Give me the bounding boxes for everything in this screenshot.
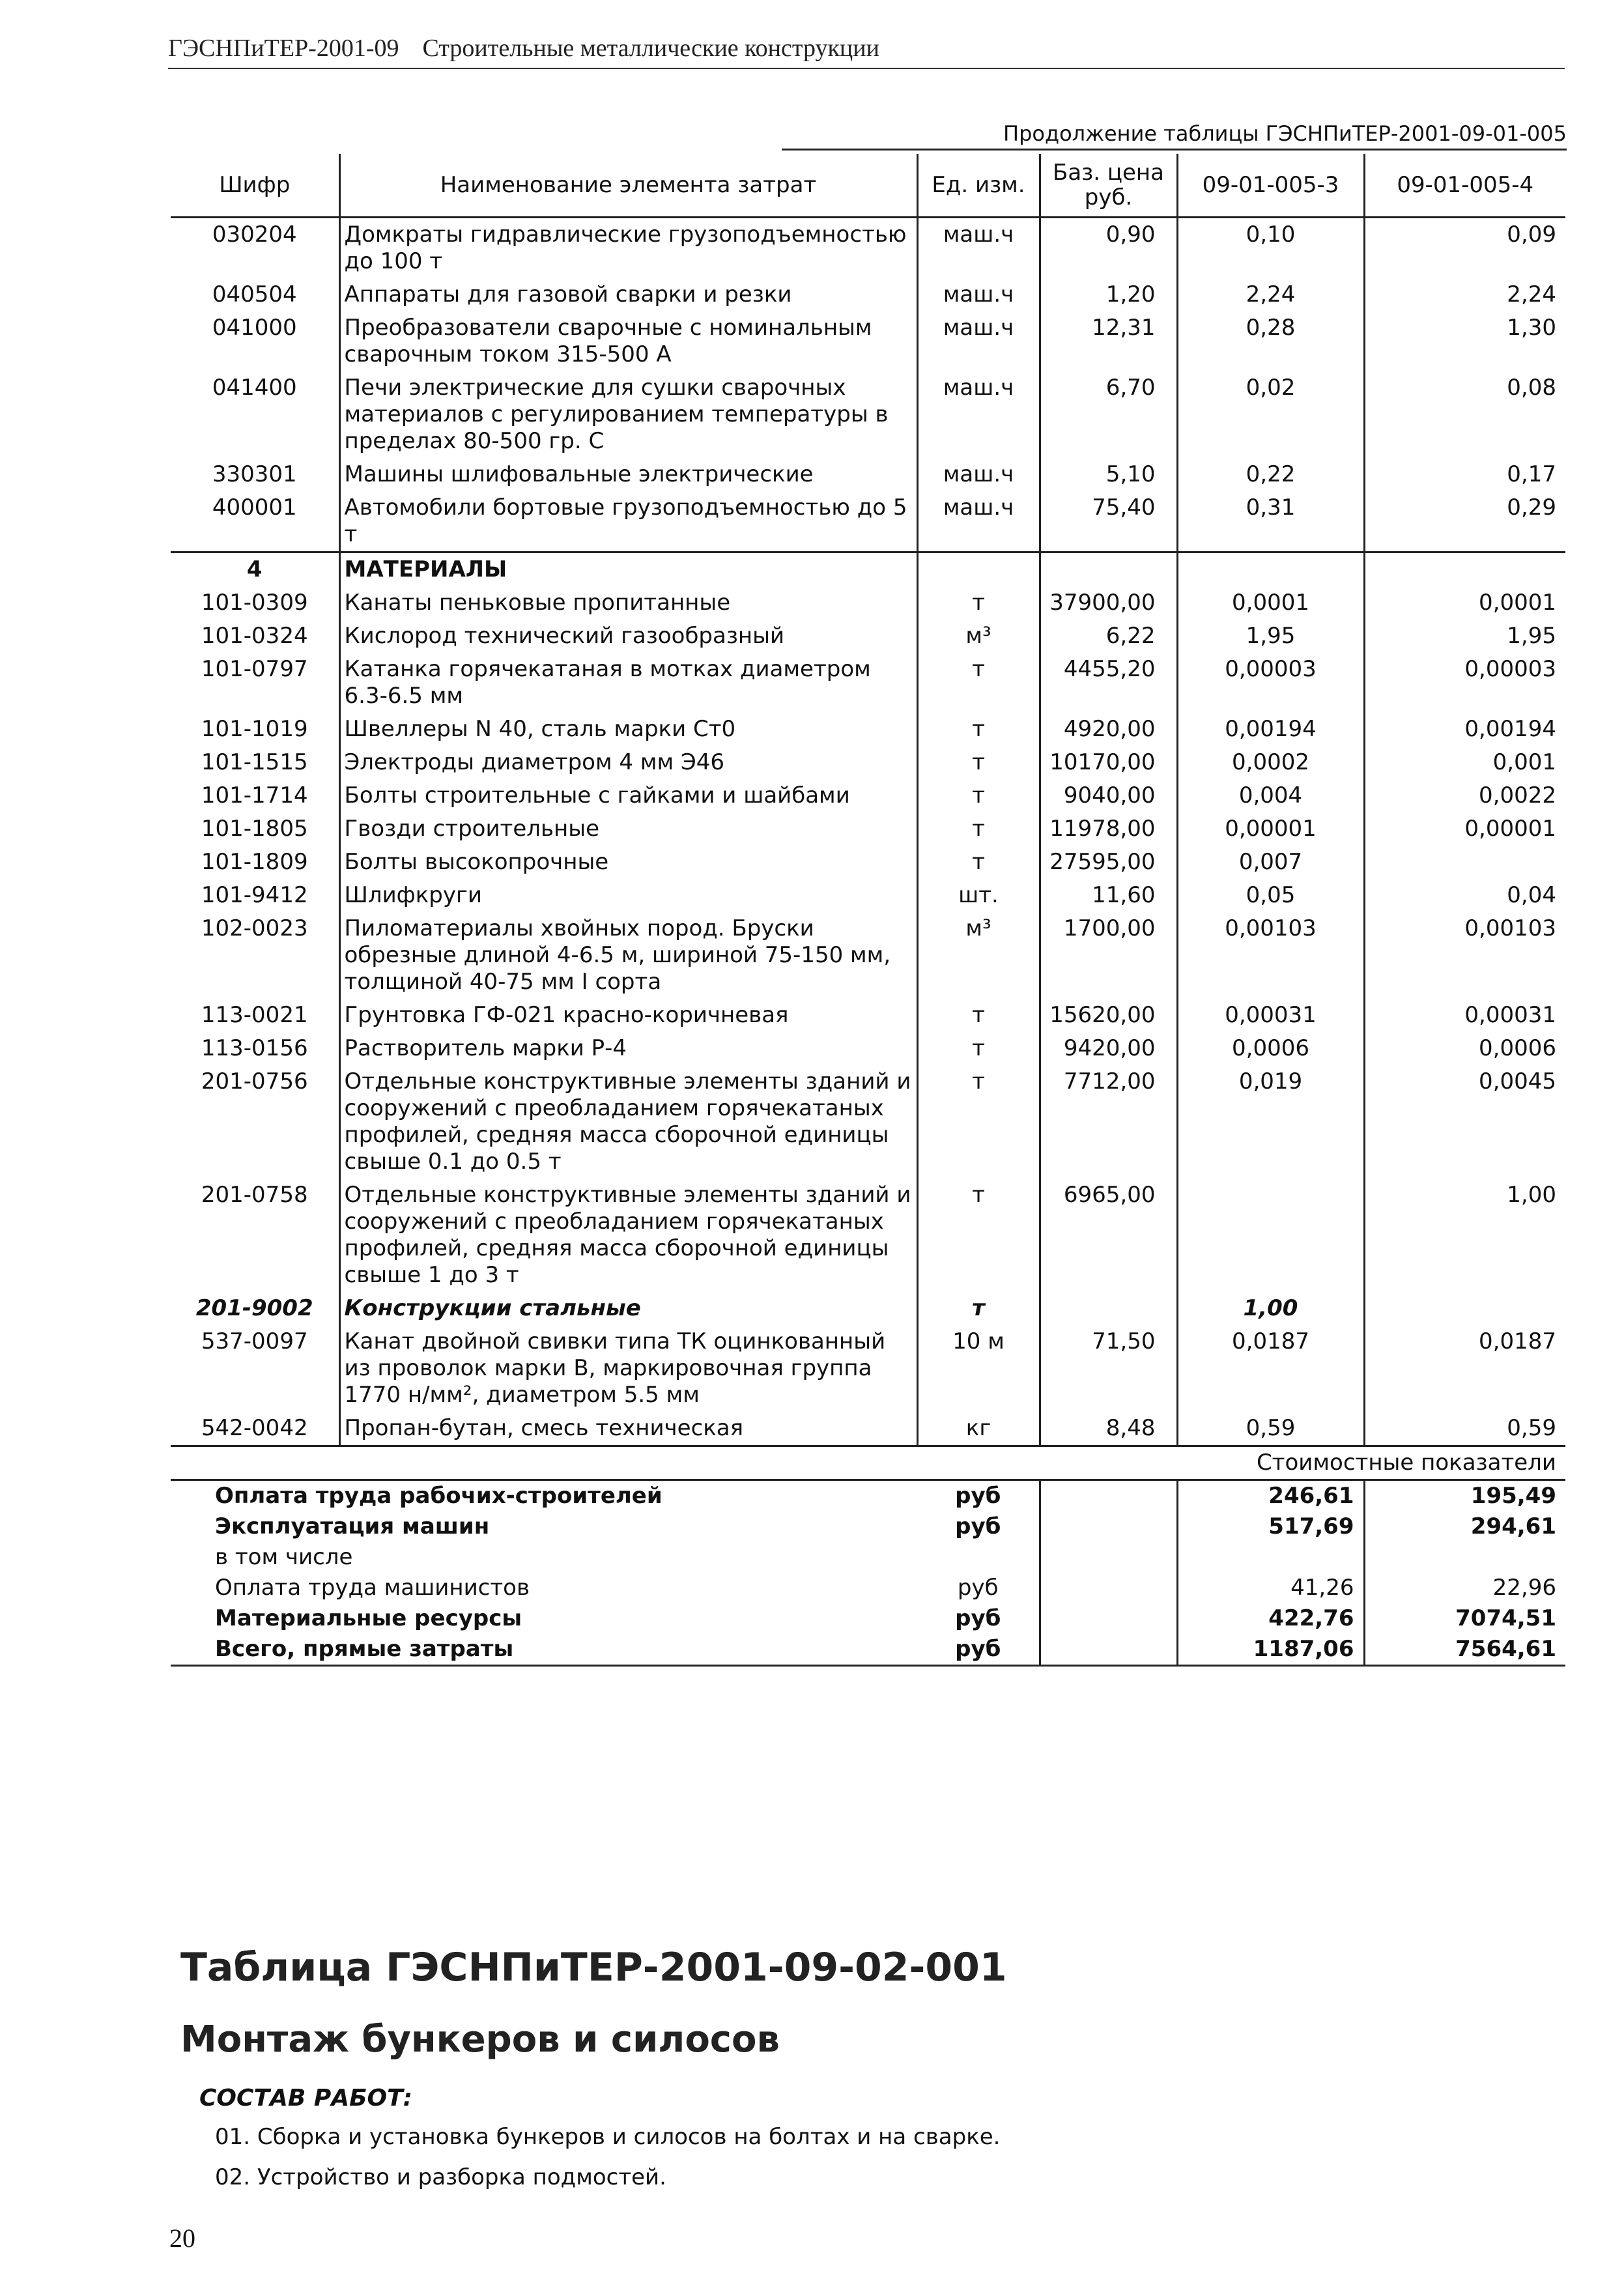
- section-code: 4: [171, 552, 339, 587]
- cell-price: 9420,00: [1040, 1032, 1177, 1065]
- cell-v2: 0,0045: [1479, 1068, 1556, 1095]
- section-title: МАТЕРИАЛЫ: [339, 552, 917, 587]
- cost-v1: 1187,06: [1177, 1634, 1364, 1666]
- cell-unit: т: [917, 812, 1040, 846]
- table-row: [171, 1032, 1565, 1065]
- cost-v2: 294,61: [1470, 1513, 1556, 1539]
- cell-v2: 0,00001: [1464, 816, 1556, 842]
- cell-unit: т: [917, 713, 1040, 746]
- cell-v1: 0,31: [1177, 491, 1364, 552]
- table-row: [171, 713, 1565, 746]
- cell-v2: 0,08: [1507, 375, 1556, 401]
- cell-code: 030204: [171, 218, 339, 279]
- cost-row: [171, 1573, 1565, 1603]
- cell-name: Отдельные конструктивные элементы зданий и сооружений с преобладанием горячекатаных профилей, средняя масса сборочной единицы свыше 1 до 3 т: [339, 1179, 917, 1292]
- running-head: [168, 34, 1565, 69]
- cell-price: 1700,00: [1040, 912, 1177, 999]
- cell-code: 101-0324: [171, 620, 339, 653]
- cell-unit: т: [917, 746, 1040, 779]
- cell-v1: 0,10: [1177, 218, 1364, 279]
- cell-v1: 1,00: [1177, 1292, 1364, 1325]
- table-continuation-caption: Продолжение таблицы ГЭСНПиТЕР-2001-09-01-005: [782, 121, 1567, 150]
- cell-code: 330301: [171, 458, 339, 491]
- cell-v2: 1,95: [1507, 623, 1556, 649]
- cell-v1: 0,00103: [1177, 912, 1364, 999]
- cost-row: [171, 1480, 1565, 1512]
- cell-v1: 0,00194: [1177, 713, 1364, 746]
- cell-unit: маш.ч: [917, 218, 1040, 279]
- cell-price: 11978,00: [1040, 812, 1177, 846]
- cell-v1: [1177, 1179, 1364, 1292]
- table-row: [171, 1412, 1565, 1446]
- cell-code: 542-0042: [171, 1412, 339, 1446]
- cell-code: 201-0756: [171, 1065, 339, 1179]
- table-row: [171, 458, 1565, 491]
- cell-unit: т: [917, 1292, 1040, 1325]
- cell-v2: 1,00: [1507, 1182, 1556, 1208]
- cell-v1: 0,019: [1177, 1065, 1364, 1179]
- cell-v2: 0,00103: [1464, 915, 1556, 941]
- cell-v1: 0,05: [1177, 879, 1364, 912]
- cell-v2: 0,00031: [1464, 1002, 1556, 1028]
- cell-name: Машины шлифовальные электрические: [339, 458, 917, 491]
- cell-code: 040504: [171, 278, 339, 311]
- cell-name: Грунтовка ГФ-021 красно-коричневая: [339, 999, 917, 1032]
- cell-unit: м³: [917, 620, 1040, 653]
- table-header-row: [171, 154, 1565, 218]
- cost-indicators-header: [171, 1446, 1565, 1480]
- table-row: [171, 1179, 1565, 1292]
- cell-unit: т: [917, 779, 1040, 812]
- cost-label: Оплата труда рабочих-строителей: [215, 1483, 662, 1509]
- table-row: [171, 620, 1565, 653]
- cell-code: 101-1019: [171, 713, 339, 746]
- cell-v2: [1364, 1292, 1565, 1325]
- cell-unit: 10 м: [917, 1325, 1040, 1412]
- work-item: 02. Устройство и разборка подмостей.: [215, 2164, 666, 2190]
- section-row-materials: [171, 552, 1565, 587]
- cost-label: Всего, прямые затраты: [171, 1634, 917, 1666]
- cell-unit: маш.ч: [917, 278, 1040, 311]
- cost-row: [171, 1542, 1565, 1573]
- cell-v2: [1364, 846, 1565, 879]
- table-row: [171, 1292, 1565, 1325]
- cost-v1: 422,76: [1177, 1603, 1364, 1634]
- cell-code: 101-1515: [171, 746, 339, 779]
- header-name: Наименование элемента затрат: [339, 154, 917, 218]
- cell-name: Болты высокопрочные: [339, 846, 917, 879]
- cell-name: Аппараты для газовой сварки и резки: [339, 278, 917, 311]
- cell-v1: 0,004: [1177, 779, 1364, 812]
- cell-v2: 0,0022: [1479, 782, 1556, 809]
- cell-price: 9040,00: [1040, 779, 1177, 812]
- cell-v1: 0,00031: [1177, 999, 1364, 1032]
- table-row: [171, 586, 1565, 620]
- cell-name: Пиломатериалы хвойных пород. Бруски обрезные длиной 4-6.5 м, шириной 75-150 мм, толщиной 40-75 мм I сорта: [339, 912, 917, 999]
- cost-unit: руб: [917, 1573, 1040, 1603]
- cell-v1: 0,59: [1177, 1412, 1364, 1446]
- running-head-title: Строительные металлические конструкции: [422, 35, 879, 62]
- cell-unit: т: [917, 1179, 1040, 1292]
- cell-v2: 0,00194: [1464, 716, 1556, 742]
- cell-v2: 0,17: [1507, 461, 1556, 487]
- resource-table: [171, 154, 1565, 1667]
- cell-code: 113-0021: [171, 999, 339, 1032]
- cell-unit: маш.ч: [917, 458, 1040, 491]
- cell-price: 5,10: [1040, 458, 1177, 491]
- cell-name: Растворитель марки Р-4: [339, 1032, 917, 1065]
- header-unit: Ед. изм.: [917, 154, 1040, 218]
- table-row: [171, 491, 1565, 552]
- cell-code: 041400: [171, 371, 339, 458]
- table-row: [171, 1065, 1565, 1179]
- cell-unit: маш.ч: [917, 491, 1040, 552]
- cell-price: 10170,00: [1040, 746, 1177, 779]
- cell-price: 15620,00: [1040, 999, 1177, 1032]
- cell-name: Домкраты гидравлические грузоподъемностью до 100 т: [339, 218, 917, 279]
- cell-v2: 2,24: [1507, 281, 1556, 308]
- cell-v2: 0,59: [1364, 1412, 1565, 1446]
- cost-label: Эксплуатация машин: [215, 1513, 490, 1539]
- cell-price: 6,22: [1040, 620, 1177, 653]
- cell-v1: 0,0006: [1177, 1032, 1364, 1065]
- cell-unit: т: [917, 1032, 1040, 1065]
- cell-name: Гвозди строительные: [339, 812, 917, 846]
- table-row: [171, 812, 1565, 846]
- cell-price: 4455,20: [1040, 653, 1177, 713]
- cost-v2: 195,49: [1470, 1483, 1556, 1509]
- next-table-subtitle: Монтаж бункеров и силосов: [180, 2018, 780, 2061]
- cell-price: 75,40: [1040, 491, 1177, 552]
- cell-v1: 1,95: [1177, 620, 1364, 653]
- cost-v2: 7074,51: [1455, 1605, 1556, 1631]
- cell-code: 113-0156: [171, 1032, 339, 1065]
- cost-row: [171, 1634, 1565, 1666]
- table-row: [171, 746, 1565, 779]
- cell-price: 6,70: [1040, 371, 1177, 458]
- cell-name: Конструкции стальные: [339, 1292, 917, 1325]
- cell-unit: т: [917, 846, 1040, 879]
- cell-code: 101-9412: [171, 879, 339, 912]
- table-row: [171, 999, 1565, 1032]
- cell-unit: кг: [917, 1412, 1040, 1446]
- table-row: [171, 879, 1565, 912]
- cell-unit: маш.ч: [917, 371, 1040, 458]
- cell-price: 11,60: [1040, 879, 1177, 912]
- work-composition-heading: СОСТАВ РАБОТ:: [199, 2085, 413, 2111]
- cell-code: 400001: [171, 491, 339, 552]
- table-row: [171, 653, 1565, 713]
- next-table-title: Таблица ГЭСНПиТЕР-2001-09-02-001: [180, 1945, 1007, 1990]
- cell-name: Швеллеры N 40, сталь марки Ст0: [339, 713, 917, 746]
- cell-name: Автомобили бортовые грузоподъемностью до 5 т: [339, 491, 917, 552]
- header-v1: 09-01-005-3: [1177, 154, 1364, 218]
- cell-unit: т: [917, 999, 1040, 1032]
- cell-code: 102-0023: [171, 912, 339, 999]
- cell-unit: т: [917, 1065, 1040, 1179]
- cell-v1: 0,28: [1177, 311, 1364, 371]
- cell-name: Кислород технический газообразный: [339, 620, 917, 653]
- cell-v2: 0,001: [1492, 749, 1556, 775]
- cell-price: 0,90: [1040, 218, 1177, 279]
- cell-code: 101-0309: [171, 586, 339, 620]
- cell-name: Канат двойной свивки типа ТК оцинкованный из проволок марки В, маркировочная группа 1770 н/мм², диаметром 5.5 мм: [339, 1325, 917, 1412]
- page-number: 20: [169, 2224, 195, 2253]
- cost-v1: [1177, 1542, 1364, 1573]
- work-item: 01. Сборка и установка бункеров и силосов на болтах и на сварке.: [215, 2124, 1001, 2150]
- table-row: [171, 278, 1565, 311]
- cell-price: 71,50: [1040, 1325, 1177, 1412]
- cell-v1: 0,0001: [1177, 586, 1364, 620]
- cell-name: Отдельные конструктивные элементы зданий и сооружений с преобладанием горячекатаных профилей, средняя масса сборочной единицы свыше 0.1 до 0.5 т: [339, 1065, 917, 1179]
- table-row: [171, 779, 1565, 812]
- cell-v1: 0,22: [1177, 458, 1364, 491]
- cell-v1: 0,00003: [1177, 653, 1364, 713]
- table-row: [171, 218, 1565, 279]
- cell-v2: 0,04: [1507, 882, 1556, 908]
- header-v2: 09-01-005-4: [1364, 154, 1565, 218]
- cost-unit: руб: [917, 1634, 1040, 1666]
- cost-label: Материальные ресурсы: [215, 1605, 522, 1631]
- cost-v1: 246,61: [1177, 1480, 1364, 1512]
- cell-price: 1,20: [1040, 278, 1177, 311]
- cell-unit: м³: [917, 912, 1040, 999]
- cell-unit: маш.ч: [917, 311, 1040, 371]
- cell-code: 101-0797: [171, 653, 339, 713]
- cell-price: [1040, 1292, 1177, 1325]
- cell-price: 12,31: [1040, 311, 1177, 371]
- cell-v1: 2,24: [1177, 278, 1364, 311]
- cell-name: Печи электрические для сушки сварочных материалов с регулированием температуры в пределах 80-500 гр. С: [339, 371, 917, 458]
- cell-code: 537-0097: [171, 1325, 339, 1412]
- cost-unit: [917, 1542, 1040, 1573]
- cost-unit: руб: [917, 1511, 1040, 1542]
- cell-name: Болты строительные с гайками и шайбами: [339, 779, 917, 812]
- cell-code: 101-1714: [171, 779, 339, 812]
- cell-name: Канаты пеньковые пропитанные: [339, 586, 917, 620]
- cell-name: Пропан-бутан, смесь техническая: [339, 1412, 917, 1446]
- cell-price: 27595,00: [1040, 846, 1177, 879]
- cell-v2: 1,30: [1507, 315, 1556, 341]
- cell-price: 8,48: [1040, 1412, 1177, 1446]
- cell-code: 101-1805: [171, 812, 339, 846]
- table-row: [171, 846, 1565, 879]
- cell-v2: 0,0187: [1479, 1328, 1556, 1354]
- cell-code: 201-9002: [171, 1292, 339, 1325]
- running-head-code: ГЭСНПиТЕР-2001-09: [168, 35, 399, 62]
- cost-unit: руб: [917, 1480, 1040, 1512]
- cell-unit: шт.: [917, 879, 1040, 912]
- header-code: Шифр: [171, 154, 339, 218]
- cell-v2: 0,00003: [1464, 656, 1556, 682]
- cost-v2: 22,96: [1492, 1575, 1556, 1601]
- cell-v1: 0,0187: [1177, 1325, 1364, 1412]
- cell-v2: 0,09: [1507, 222, 1556, 248]
- cost-v2: 7564,61: [1364, 1634, 1565, 1666]
- cell-name: Преобразователи сварочные с номинальным сварочным током 315-500 А: [339, 311, 917, 371]
- cell-name: Шлифкруги: [339, 879, 917, 912]
- header-price: Баз. цена руб.: [1040, 154, 1177, 218]
- cell-code: 101-1809: [171, 846, 339, 879]
- cost-indicators-title: Стоимостные показатели: [171, 1446, 1565, 1480]
- cost-v1: 517,69: [1177, 1511, 1364, 1542]
- cell-name: Электроды диаметром 4 мм Э46: [339, 746, 917, 779]
- cell-price: 6965,00: [1040, 1179, 1177, 1292]
- cost-label: в том числе: [215, 1544, 353, 1570]
- cost-v1: 41,26: [1177, 1573, 1364, 1603]
- cell-v2: 0,0006: [1479, 1035, 1556, 1061]
- cell-price: 4920,00: [1040, 713, 1177, 746]
- cell-name: Катанка горячекатаная в мотках диаметром 6.3-6.5 мм: [339, 653, 917, 713]
- cell-v2: 0,0001: [1479, 590, 1556, 616]
- cell-v1: 0,00001: [1177, 812, 1364, 846]
- cost-row: [171, 1511, 1565, 1542]
- cost-label: Оплата труда машинистов: [215, 1575, 530, 1601]
- cell-price: 7712,00: [1040, 1065, 1177, 1179]
- table-row: [171, 1325, 1565, 1412]
- cell-v1: 0,0002: [1177, 746, 1364, 779]
- table-row: [171, 371, 1565, 458]
- cell-v1: 0,007: [1177, 846, 1364, 879]
- cell-code: 201-0758: [171, 1179, 339, 1292]
- cell-unit: т: [917, 586, 1040, 620]
- cell-v2: 0,29: [1507, 494, 1556, 521]
- cell-unit: т: [917, 653, 1040, 713]
- cost-v2: [1364, 1542, 1565, 1573]
- cost-row: [171, 1603, 1565, 1634]
- table-row: [171, 912, 1565, 999]
- cell-v1: 0,02: [1177, 371, 1364, 458]
- table-row: [171, 311, 1565, 371]
- cost-unit: руб: [917, 1603, 1040, 1634]
- cell-price: 37900,00: [1040, 586, 1177, 620]
- cell-code: 041000: [171, 311, 339, 371]
